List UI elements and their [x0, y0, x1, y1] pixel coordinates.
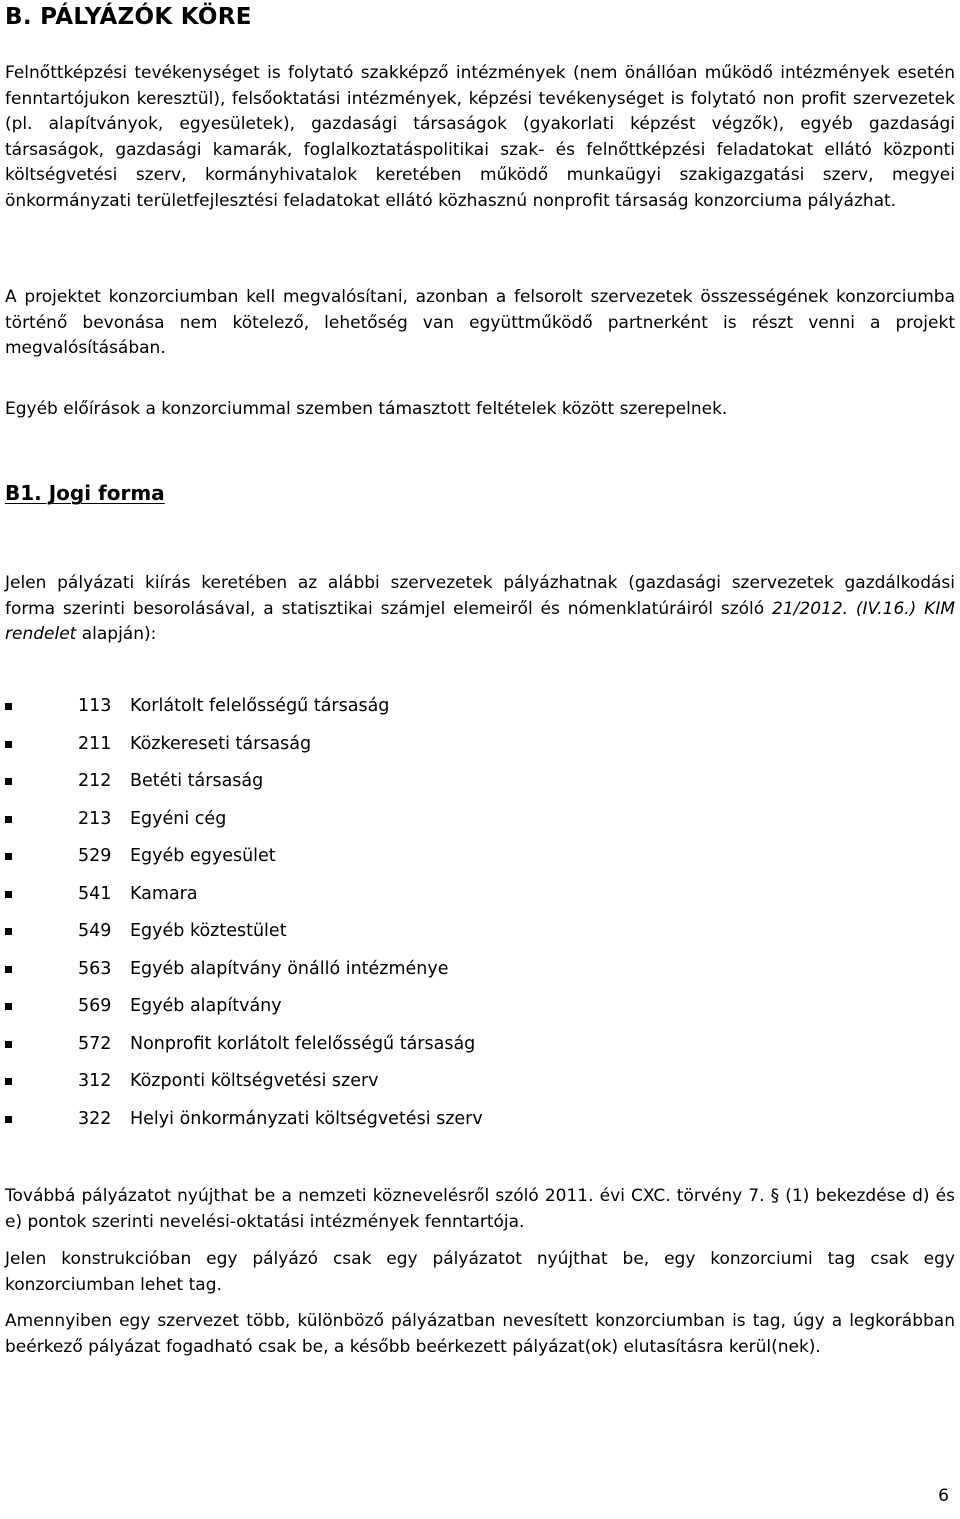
- list-item: [5, 882, 483, 920]
- multiple-consortia-paragraph: Amennyiben egy szervezet több, különböző pályázatban nevesített konzorciumban is tag, úgy a legkorábban beérkező pályázat fogadható csak be, a később beérkezett pályázat(ok) elutasításra kerül(nek).: [5, 1311, 955, 1357]
- legal-form-code: 213: [78, 808, 112, 829]
- legal-form-code: 212: [78, 771, 112, 791]
- list-item: [5, 1069, 483, 1107]
- square-bullet-icon: [5, 1041, 12, 1048]
- additional-paragraph: Továbbá pályázatot nyújthat be a nemzeti köznevelésről szóló 2011. évi CXC. törvény 7. § (1) bekezdése d) és e) pontok szerinti nevelési-oktatási intézmények fenntartója.: [5, 1186, 955, 1232]
- legal-form-name: Korlátolt felelősségű társaság: [130, 696, 390, 716]
- legal-form-intro-paragraph: [5, 571, 955, 648]
- legal-form-name: Egyéni cég: [130, 808, 227, 829]
- legal-form-name: Kamara: [130, 883, 198, 904]
- consortium-paragraph: A projektet konzorciumban kell megvalósítani, azonban a felsorolt szervezetek összességének konzorciumba történő bevonása nem kötelező, lehetőség van együttműködő partnerként is részt venni a projekt megvalósításában.: [5, 287, 955, 358]
- list-item: [5, 957, 483, 995]
- list-item: [5, 994, 483, 1032]
- list-item: [5, 1107, 483, 1145]
- square-bullet-icon: [5, 1003, 12, 1010]
- legal-form-intro-tail: alapján):: [76, 624, 157, 644]
- legal-form-name: Egyéb egyesület: [130, 846, 276, 866]
- list-item: [5, 1032, 483, 1070]
- list-item: [5, 844, 483, 882]
- square-bullet-icon: [5, 853, 12, 860]
- list-item: [5, 807, 483, 845]
- list-item: [5, 769, 483, 807]
- list-item: [5, 732, 483, 770]
- intro-paragraph: Felnőttképzési tevékenységet is folytató szakképző intézmények (nem önállóan működő intézmények esetén fenntartójukon keresztül), felsőoktatási intézmények, képzési tevékenységet is folytató non profit szervezetek (pl. alapítványok, egyesületek), gazdasági társaságok (gyakorlati képzést végzők), egyéb gazdasági társaságok, gazdasági kamarák, foglalkoztatáspolitikai szak- és felnőttképzési feladatokat ellátó központi költségvetési szerv, kormányhivatalok keretében működő munkaügyi szakigazgatási szerv, megyei önkormányzati területfejlesztési feladatokat ellátó közhasznú nonprofit társaság konzorciuma pályázhat.: [5, 63, 955, 211]
- square-bullet-icon: [5, 928, 12, 935]
- legal-form-code: 563: [78, 958, 112, 979]
- square-bullet-icon: [5, 778, 12, 785]
- legal-form-name: Egyéb alapítvány önálló intézménye: [130, 958, 449, 979]
- legal-form-name: Központi költségvetési szerv: [130, 1071, 379, 1091]
- legal-form-name: Betéti társaság: [130, 771, 264, 791]
- legal-form-code: 541: [78, 883, 112, 904]
- square-bullet-icon: [5, 1116, 12, 1123]
- legal-form-code: 113: [78, 696, 112, 716]
- square-bullet-icon: [5, 966, 12, 973]
- section-heading: B. PÁLYÁZÓK KÖRE: [5, 4, 252, 30]
- legal-form-list: [5, 694, 483, 1144]
- list-item: [5, 694, 483, 732]
- legal-form-code: 549: [78, 921, 112, 941]
- square-bullet-icon: [5, 1078, 12, 1085]
- other-rules-paragraph: Egyéb előírások a konzorciummal szemben támasztott feltételek között szerepelnek.: [5, 399, 728, 419]
- square-bullet-icon: [5, 816, 12, 823]
- legal-form-code: 529: [78, 846, 112, 866]
- square-bullet-icon: [5, 703, 12, 710]
- list-item: [5, 919, 483, 957]
- legal-form-intro-text: Jelen pályázati kiírás keretében az alábbi szervezetek pályázhatnak (gazdasági szervezetek gazdálkodási forma szerinti besorolásával, a statisztikai számjel elemeiről és nómenklatúráiról szóló: [5, 573, 955, 619]
- legal-form-code: 322: [78, 1108, 112, 1129]
- legal-form-code: 312: [78, 1071, 112, 1091]
- subsection-heading: B1. Jogi forma: [5, 481, 165, 505]
- legal-form-name: Nonprofit korlátolt felelősségű társaság: [130, 1033, 476, 1054]
- square-bullet-icon: [5, 741, 12, 748]
- legal-form-name: Egyéb alapítvány: [130, 996, 282, 1016]
- single-application-paragraph: Jelen konstrukcióban egy pályázó csak egy pályázatot nyújthat be, egy konzorciumi tag csak egy konzorciumban lehet tag.: [5, 1249, 955, 1295]
- legal-form-name: Közkereseti társaság: [130, 733, 312, 754]
- regulation-reference: 21/2012. (IV.16.) KIM rendelet: [5, 598, 955, 644]
- legal-form-code: 572: [78, 1033, 112, 1054]
- legal-form-name: Helyi önkormányzati költségvetési szerv: [130, 1108, 483, 1129]
- legal-form-code: 569: [78, 996, 112, 1016]
- legal-form-name: Egyéb köztestület: [130, 921, 287, 941]
- page-number: 6: [938, 1486, 949, 1506]
- square-bullet-icon: [5, 891, 12, 898]
- legal-form-code: 211: [78, 733, 112, 754]
